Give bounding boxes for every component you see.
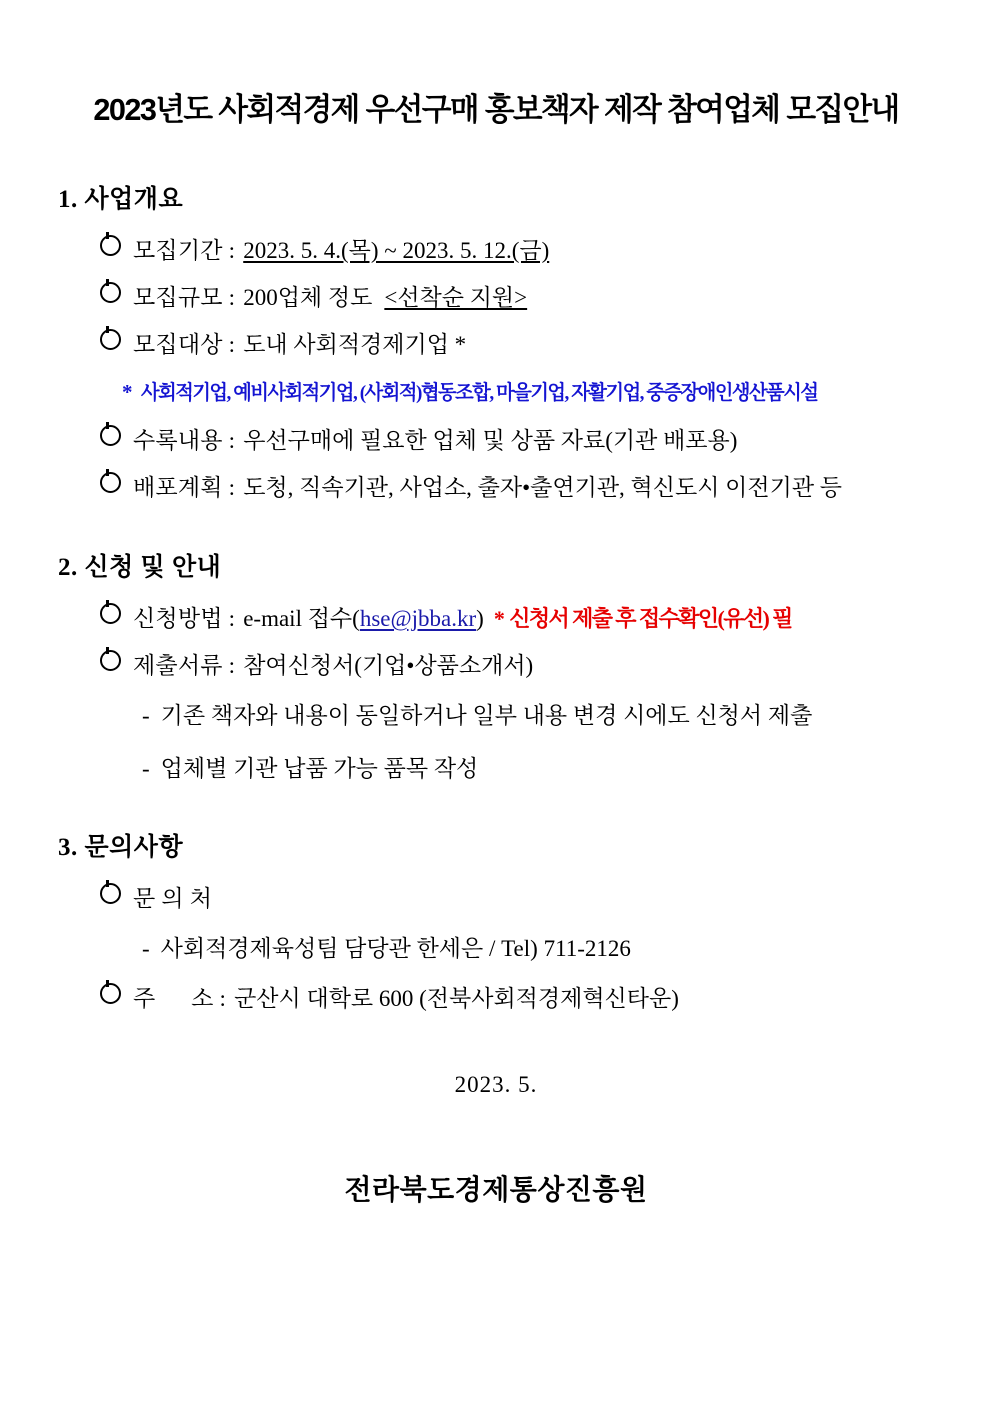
- sub-item-text: 기존 책자와 내용이 동일하거나 일부 내용 변경 시에도 신청서 제출: [160, 703, 813, 728]
- item-value: 참여신청서(기업•상품소개서): [243, 653, 534, 678]
- item-label: 배포계획 :: [133, 475, 236, 500]
- dash-bullet-icon: -: [142, 756, 150, 781]
- item-label: 모집대상 :: [133, 332, 236, 357]
- sub-list-item: [142, 930, 934, 963]
- circle-bullet-icon: [100, 883, 121, 904]
- circle-bullet-icon: [100, 329, 121, 350]
- list-item: [100, 427, 934, 452]
- circle-bullet-icon: [100, 235, 121, 256]
- sub-list-item: [142, 750, 934, 783]
- asterisk-icon: *: [122, 380, 133, 404]
- organization-name: 전라북도경제통상진흥원: [344, 1175, 648, 1206]
- circle-bullet-icon: [100, 472, 121, 493]
- item-value: 우선구매에 필요한 업체 및 상품 자료(기관 배포용): [243, 428, 738, 453]
- list-item: [100, 474, 934, 499]
- circle-bullet-icon: [100, 603, 121, 624]
- item-label: 모집규모 :: [133, 285, 236, 310]
- list-item: [100, 652, 934, 677]
- item-label: 주 소 :: [133, 986, 227, 1011]
- page-title: 2023년도 사회적경제 우선구매 홍보책자 제작 참여업체 모집안내: [93, 92, 899, 127]
- item-label: 문 의 처: [133, 886, 213, 911]
- sub-item-text: 업체별 기관 납품 가능 품목 작성: [160, 756, 479, 781]
- item-label: 모집기간 :: [133, 238, 236, 263]
- item-value: 도청, 직속기관, 사업소, 출자•출연기관, 혁신도시 이전기관 등: [243, 475, 843, 500]
- sub-list-item: [142, 697, 934, 730]
- list-item: [100, 985, 934, 1010]
- circle-bullet-icon: [100, 650, 121, 671]
- footnote-text: 사회적기업, 예비사회적기업, (사회적)협동조합, 마을기업, 자활기업, 중증장애인생산품시설: [140, 382, 817, 404]
- email-link[interactable]: hse@jbba.kr: [359, 606, 477, 631]
- item-label: 신청방법 :: [133, 606, 236, 631]
- circle-bullet-icon: [100, 425, 121, 446]
- item-value: 군산시 대학로 600 (전북사회적경제혁신타운): [234, 986, 679, 1011]
- list-item: [100, 284, 934, 309]
- item-value: 2023. 5. 4.(목) ~ 2023. 5. 12.(금): [243, 238, 550, 263]
- sub-item-text: 사회적경제육성팀 담당관 한세은 / Tel) 711-2126: [160, 936, 631, 961]
- dash-bullet-icon: -: [142, 703, 150, 728]
- section-heading-3: 3. 문의사항: [58, 834, 184, 861]
- item-emphasis-red: 신청서 제출 후 접수확인(유선) 필: [509, 606, 792, 631]
- item-emphasis: <선착순 지원>: [384, 285, 528, 310]
- dash-bullet-icon: -: [142, 936, 150, 961]
- item-value-tail: ): [476, 606, 484, 631]
- item-value: 200업체 정도: [243, 285, 373, 310]
- section-heading-1: 1. 사업개요: [58, 186, 184, 213]
- document-date: 2023. 5.: [454, 1072, 538, 1097]
- section-heading-2: 2. 신청 및 안내: [58, 554, 222, 581]
- list-item: [100, 237, 934, 262]
- circle-bullet-icon: [100, 983, 121, 1004]
- item-value: e-mail 접수(: [243, 606, 360, 631]
- list-item: [100, 331, 934, 356]
- list-item: [100, 885, 934, 910]
- item-value: 도내 사회적경제기업 *: [243, 332, 467, 357]
- asterisk-icon: *: [493, 606, 504, 631]
- item-label: 수록내용 :: [133, 428, 236, 453]
- list-item: [100, 605, 934, 630]
- circle-bullet-icon: [100, 282, 121, 303]
- item-label: 제출서류 :: [133, 653, 236, 678]
- footnote-blue: [122, 376, 934, 405]
